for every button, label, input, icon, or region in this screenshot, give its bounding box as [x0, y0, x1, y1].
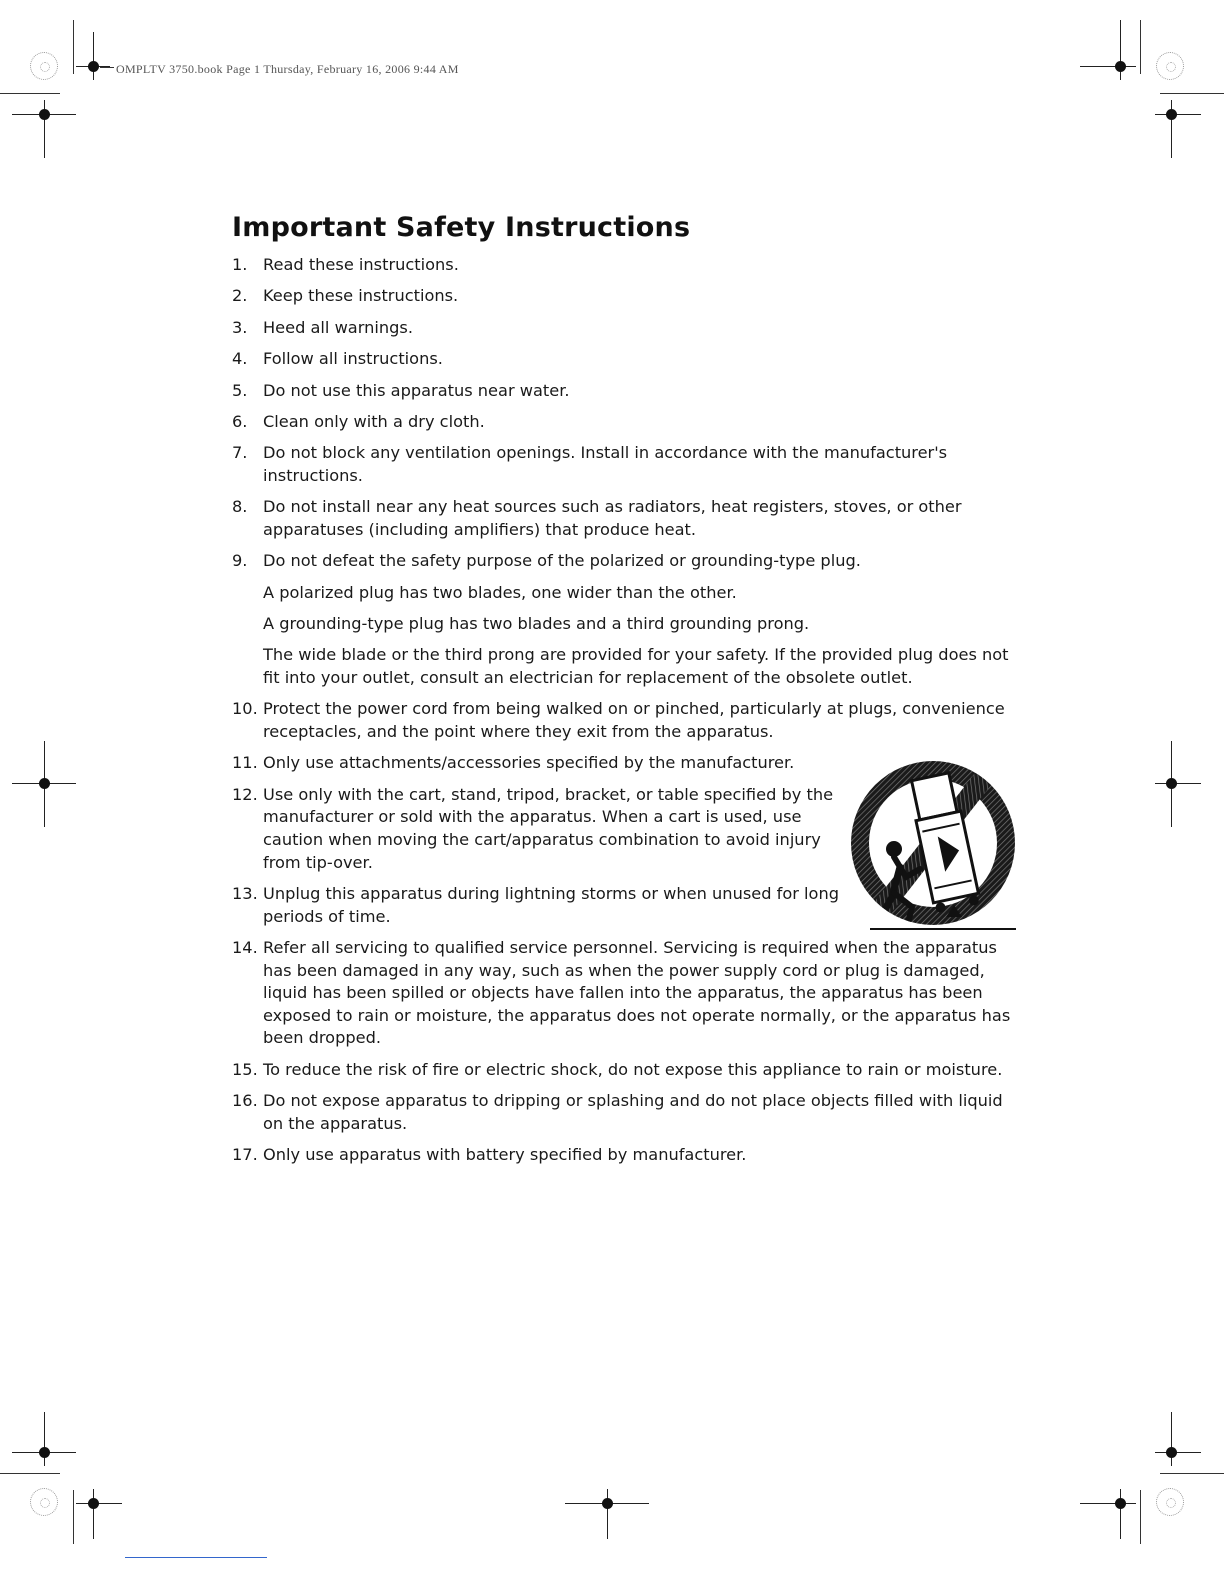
item-number: 9.: [232, 551, 248, 571]
item-number: 12.: [232, 784, 258, 804]
item-paragraph: Only use apparatus with battery specified by manufacturer.: [263, 1145, 747, 1165]
item-text: [263, 550, 1022, 689]
item-paragraph: Heed all warnings.: [263, 317, 413, 337]
registration-dial-icon: [30, 52, 58, 80]
item-number: 17.: [232, 1145, 258, 1165]
item-text: [263, 883, 843, 928]
item-number: 15.: [232, 1059, 258, 1079]
item-paragraph: The wide blade or the third prong are provided for your safety. If the provided plug does not fit into your outlet, consult an electrician for replacement of the obsolete outlet.: [263, 645, 1009, 688]
item-number: 13.: [232, 884, 258, 904]
item-number: 11.: [232, 753, 258, 773]
item-paragraph: Keep these instructions.: [263, 286, 459, 306]
item-text: [263, 317, 1022, 340]
item-number: 16.: [232, 1091, 258, 1111]
list-item: [232, 442, 1022, 487]
safety-instructions-list: [232, 254, 1022, 1176]
item-paragraph: Unplug this apparatus during lightning storms or when unused for long periods of time.: [263, 884, 839, 926]
item-number: 8.: [232, 497, 248, 517]
list-item: [232, 380, 1022, 403]
item-text: [263, 285, 1022, 308]
item-number: 4.: [232, 349, 248, 369]
registration-dial-icon: [1156, 1488, 1184, 1516]
list-item: [232, 411, 1022, 434]
item-paragraph: Clean only with a dry cloth.: [263, 411, 485, 431]
list-item: [232, 285, 1022, 308]
item-paragraph: Do not use this apparatus near water.: [263, 380, 570, 400]
item-text: [263, 411, 1022, 434]
cart-tip-over-warning-icon: [850, 757, 1016, 933]
item-paragraph: Do not defeat the safety purpose of the polarized or grounding-type plug.: [263, 551, 861, 571]
item-number: 2.: [232, 286, 248, 306]
item-paragraph: Read these instructions.: [263, 255, 459, 274]
item-text: [263, 937, 1022, 1050]
item-number: 6.: [232, 411, 248, 431]
item-number: 7.: [232, 443, 248, 463]
list-item: [232, 698, 1022, 743]
item-text: [263, 348, 1022, 371]
list-item: [232, 254, 1022, 277]
item-text: [263, 442, 1022, 487]
item-paragraph: A grounding-type plug has two blades and a third grounding prong.: [263, 614, 810, 634]
item-paragraph: A polarized plug has two blades, one wider than the other.: [263, 582, 737, 602]
item-text: [263, 1059, 1022, 1082]
page-title: Important Safety Instructions: [232, 212, 691, 243]
item-text: [263, 254, 1022, 277]
item-text: [263, 496, 1022, 541]
registration-dial-icon: [30, 1488, 58, 1516]
item-number: 3.: [232, 317, 248, 337]
item-paragraph: Do not expose apparatus to dripping or splashing and do not place objects filled with liquid on the apparatus.: [263, 1091, 1003, 1133]
item-paragraph: Follow all instructions.: [263, 349, 443, 369]
registration-dial-icon: [1156, 52, 1184, 80]
item-paragraph: Protect the power cord from being walked on or pinched, particularly at plugs, convenience receptacles, and the point where they exit from the apparatus.: [263, 699, 1005, 742]
item-paragraph: To reduce the risk of fire or electric shock, do not expose this appliance to rain or moisture.: [263, 1059, 1003, 1079]
item-text: [263, 380, 1022, 403]
item-text: [263, 698, 1022, 743]
item-number: 5.: [232, 380, 248, 400]
list-item: [232, 1059, 1022, 1082]
footer-rule: [125, 1557, 267, 1558]
item-paragraph: Only use attachments/accessories specified by the manufacturer.: [263, 753, 795, 773]
item-text: [263, 1144, 1022, 1167]
list-item: [232, 1144, 1022, 1167]
list-item: [232, 496, 1022, 541]
item-text: [263, 784, 843, 874]
item-number: 1.: [232, 255, 248, 274]
item-paragraph: Use only with the cart, stand, tripod, bracket, or table specified by the manufacturer or sold with the apparatus. When a cart is used, use caution when moving the cart/apparatus combination to avoid injury from tip-over.: [263, 784, 834, 872]
item-text: [263, 1090, 1022, 1135]
print-slug: OMPLTV 3750.book Page 1 Thursday, February 16, 2006 9:44 AM: [116, 62, 459, 76]
item-number: 14.: [232, 938, 258, 957]
list-item: [232, 348, 1022, 371]
item-paragraph: Do not install near any heat sources such as radiators, heat registers, stoves, or other apparatuses (including amplifiers) that produce heat.: [263, 497, 962, 539]
list-item: [232, 937, 1022, 1050]
item-paragraph: Refer all servicing to qualified service personnel. Servicing is required when the apparatus has been damaged in any way, such as when the power supply cord or plug is damaged, liquid has been spilled or objects have fallen into the apparatus, the apparatus has been exposed to rain or moisture, the apparatus does not operate normally, or the apparatus has been dropped.: [263, 938, 1011, 1048]
list-item: [232, 317, 1022, 340]
item-paragraph: Do not block any ventilation openings. Install in accordance with the manufacturer's instructions.: [263, 443, 948, 485]
list-item: [232, 550, 1022, 689]
list-item: [232, 1090, 1022, 1135]
item-number: 10.: [232, 699, 258, 719]
